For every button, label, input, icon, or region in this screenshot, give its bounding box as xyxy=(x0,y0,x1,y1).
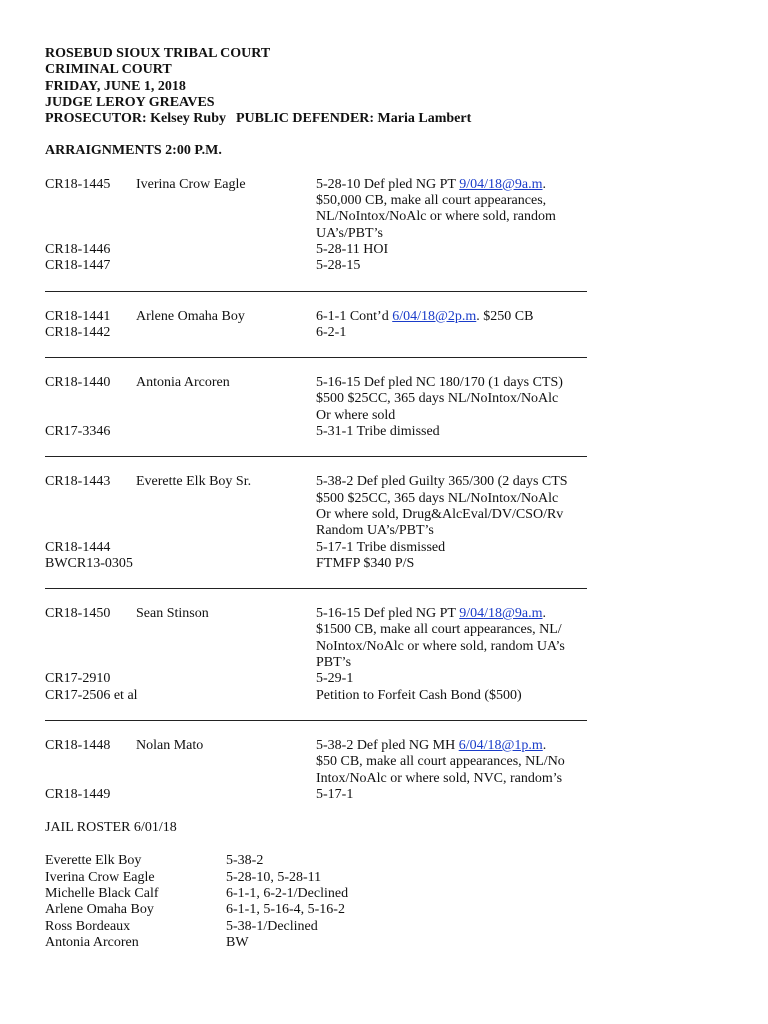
disposition-text: 5-16-15 Def pled NG PT xyxy=(316,606,460,622)
case-row xyxy=(45,606,590,622)
inmate-charges: BW xyxy=(226,934,249,950)
block-divider xyxy=(45,357,587,358)
case-disposition xyxy=(316,754,590,770)
disposition-text: 5-38-2 Def pled Guilty 365/300 (2 days CTS xyxy=(316,474,568,490)
disposition-text: 5-16-15 Def pled NC 180/170 (1 days CTS) xyxy=(316,375,563,391)
case-number xyxy=(45,226,136,242)
case-row xyxy=(45,754,590,770)
case-disposition xyxy=(316,408,590,424)
inmate-name: Ross Bordeaux xyxy=(45,918,131,934)
case-disposition xyxy=(316,242,590,258)
disposition-text: Or where sold xyxy=(316,407,396,423)
inmate-name: Michelle Black Calf xyxy=(45,885,159,901)
defendant-name xyxy=(136,193,316,209)
roster-row xyxy=(45,870,590,886)
case-disposition xyxy=(316,688,590,704)
case-row xyxy=(45,639,590,655)
disposition-text-tail: . xyxy=(542,737,547,753)
case-disposition xyxy=(316,771,590,787)
disposition-text: 6-2-1 xyxy=(316,324,347,340)
hearing-date-link[interactable]: 6/04/18@1p.m xyxy=(458,737,543,753)
block-divider xyxy=(45,291,587,292)
disposition-text-tail: . xyxy=(542,176,547,192)
case-number: CR18-1444 xyxy=(45,539,111,555)
roster-row xyxy=(45,886,590,902)
case-row xyxy=(45,622,590,638)
disposition-text: $500 $25CC, 365 days NL/NoIntox/NoAlc xyxy=(316,490,559,506)
docket-date: FRIDAY, JUNE 1, 2018 xyxy=(45,78,186,94)
inmate-charges: 5-28-10, 5-28-11 xyxy=(226,869,322,885)
disposition-text: $1500 CB, make all court appearances, NL/ xyxy=(316,622,562,638)
defendant-name xyxy=(136,622,316,638)
defendant-name xyxy=(136,507,316,523)
case-number xyxy=(45,193,136,209)
disposition-text: UA’s/PBT’s xyxy=(316,225,383,241)
case-number: CR18-1445 xyxy=(45,176,111,192)
case-disposition xyxy=(316,177,590,193)
public-defender: PUBLIC DEFENDER: Maria Lambert xyxy=(235,111,472,127)
case-disposition xyxy=(316,424,590,440)
defendant-name xyxy=(136,226,316,242)
disposition-text: 5-29-1 xyxy=(316,671,354,687)
inmate-name: Antonia Arcoren xyxy=(45,934,139,950)
disposition-text: 5-38-2 Def pled NG MH xyxy=(316,737,459,753)
case-row xyxy=(45,474,590,490)
inmate-charges: 5-38-2 xyxy=(226,853,264,869)
case-row xyxy=(45,738,590,754)
case-row xyxy=(45,325,590,341)
defendant-name xyxy=(136,639,316,655)
case-disposition xyxy=(316,738,590,754)
case-number: CR18-1440 xyxy=(45,375,111,391)
disposition-text: 6-1-1 Cont’d xyxy=(316,308,393,324)
defendant-name xyxy=(136,325,316,341)
case-block xyxy=(45,375,590,440)
case-row xyxy=(45,491,590,507)
defendant-name: Antonia Arcoren xyxy=(136,375,230,391)
case-disposition xyxy=(316,606,590,622)
case-row xyxy=(45,258,590,274)
block-divider xyxy=(45,588,587,589)
disposition-text: NoIntox/NoAlc or where sold, random UA’s xyxy=(316,638,565,654)
inmate-charges: 6-1-1, 5-16-4, 5-16-2 xyxy=(226,902,345,918)
defendant-name xyxy=(136,491,316,507)
case-disposition xyxy=(316,375,590,391)
judge-name: JUDGE LEROY GREAVES xyxy=(45,94,215,110)
case-row xyxy=(45,375,590,391)
case-number xyxy=(45,655,136,671)
defendant-name: Iverina Crow Eagle xyxy=(136,176,246,192)
prosecutor: PROSECUTOR: Kelsey Ruby xyxy=(45,111,226,127)
case-disposition xyxy=(316,523,590,539)
inmate-charges: 6-1-1, 6-2-1/Declined xyxy=(226,885,349,901)
case-number xyxy=(45,507,136,523)
defendant-name xyxy=(136,655,316,671)
defendant-name xyxy=(136,671,316,687)
case-block xyxy=(45,606,590,704)
case-number xyxy=(45,523,136,539)
defendant-name xyxy=(136,408,316,424)
disposition-text: 5-17-1 Tribe dismissed xyxy=(316,539,446,555)
case-disposition xyxy=(316,787,590,803)
case-row xyxy=(45,556,590,572)
case-row xyxy=(45,408,590,424)
jail-roster xyxy=(45,853,590,951)
block-divider xyxy=(45,720,587,721)
defendant-name xyxy=(136,754,316,770)
case-row xyxy=(45,540,590,556)
roster-row xyxy=(45,902,590,918)
disposition-text-tail: . xyxy=(542,606,547,622)
case-row xyxy=(45,655,590,671)
inmate-charges: 5-38-1/Declined xyxy=(226,918,318,934)
case-row xyxy=(45,391,590,407)
case-number xyxy=(45,771,136,787)
defendant-name xyxy=(136,391,316,407)
hearing-date-link[interactable]: 9/04/18@9a.m xyxy=(459,606,543,622)
disposition-text: $50,000 CB, make all court appearances, xyxy=(316,193,547,209)
case-row xyxy=(45,424,590,440)
arraignments-title: ARRAIGNMENTS 2:00 P.M. xyxy=(45,143,222,159)
case-row xyxy=(45,671,590,687)
case-row xyxy=(45,209,590,225)
case-number xyxy=(45,639,136,655)
disposition-text: Intox/NoAlc or where sold, NVC, random’s xyxy=(316,770,563,786)
court-division: CRIMINAL COURT xyxy=(45,62,172,78)
case-number: CR18-1449 xyxy=(45,786,111,802)
case-row xyxy=(45,771,590,787)
case-row xyxy=(45,787,590,803)
disposition-text: 5-17-1 xyxy=(316,786,354,802)
court-name: ROSEBUD SIOUX TRIBAL COURT xyxy=(45,46,271,61)
case-disposition xyxy=(316,507,590,523)
case-block xyxy=(45,309,590,342)
case-number xyxy=(45,754,136,770)
defendant-name xyxy=(136,771,316,787)
case-row xyxy=(45,193,590,209)
case-number xyxy=(45,408,136,424)
case-disposition xyxy=(316,474,590,490)
disposition-text: 5-28-15 xyxy=(316,258,361,274)
case-row xyxy=(45,242,590,258)
case-block xyxy=(45,474,590,572)
case-number: CR18-1441 xyxy=(45,308,111,324)
case-number: CR18-1446 xyxy=(45,241,111,257)
inmate-name: Everette Elk Boy xyxy=(45,853,142,869)
defendant-name xyxy=(136,242,316,258)
case-number: CR17-3346 xyxy=(45,424,111,440)
case-disposition xyxy=(316,391,590,407)
case-disposition xyxy=(316,491,590,507)
case-block xyxy=(45,738,590,803)
defendant-name xyxy=(136,556,316,572)
disposition-text: PBT’s xyxy=(316,655,352,671)
defendant-name: Arlene Omaha Boy xyxy=(136,308,245,324)
case-row xyxy=(45,226,590,242)
disposition-text: $50 CB, make all court appearances, NL/No xyxy=(316,754,565,770)
defendant-name xyxy=(136,209,316,225)
case-number xyxy=(45,622,136,638)
defendant-name: Sean Stinson xyxy=(136,606,209,622)
defendant-name xyxy=(136,258,316,274)
case-number: CR18-1442 xyxy=(45,324,111,340)
defendant-name xyxy=(136,688,316,704)
case-disposition xyxy=(316,226,590,242)
case-row xyxy=(45,177,590,193)
case-disposition xyxy=(316,309,590,325)
counsel-line xyxy=(45,111,590,127)
case-disposition xyxy=(316,639,590,655)
docket-page xyxy=(45,46,590,951)
case-row xyxy=(45,507,590,523)
defendant-name xyxy=(136,424,316,440)
case-number: CR18-1443 xyxy=(45,474,111,490)
inmate-name: Arlene Omaha Boy xyxy=(45,902,154,918)
arraignment-list xyxy=(45,177,590,803)
inmate-name: Iverina Crow Eagle xyxy=(45,869,155,885)
document-header xyxy=(45,46,590,127)
disposition-text: FTMFP $340 P/S xyxy=(316,555,415,571)
case-disposition xyxy=(316,258,590,274)
case-disposition xyxy=(316,193,590,209)
jail-roster-title: JAIL ROSTER 6/01/18 xyxy=(45,820,177,836)
case-number: CR18-1450 xyxy=(45,606,111,622)
roster-row xyxy=(45,935,590,951)
case-row xyxy=(45,688,590,704)
hearing-date-link[interactable]: 6/04/18@2p.m xyxy=(392,308,477,324)
disposition-text: $500 $25CC, 365 days NL/NoIntox/NoAlc xyxy=(316,391,559,407)
defendant-name: Nolan Mato xyxy=(136,737,204,753)
defendant-name xyxy=(136,523,316,539)
case-disposition xyxy=(316,622,590,638)
case-disposition xyxy=(316,209,590,225)
case-number: CR18-1447 xyxy=(45,258,111,274)
hearing-date-link[interactable]: 9/04/18@9a.m xyxy=(459,176,543,192)
case-disposition xyxy=(316,540,590,556)
case-disposition xyxy=(316,655,590,671)
defendant-name xyxy=(136,787,316,803)
case-number xyxy=(45,491,136,507)
disposition-text: 5-31-1 Tribe dimissed xyxy=(316,424,440,440)
disposition-text: 5-28-10 Def pled NG PT xyxy=(316,176,460,192)
case-number xyxy=(45,209,136,225)
case-number: CR18-1448 xyxy=(45,737,111,753)
disposition-text: Or where sold, Drug&AlcEval/DV/CSO/Rv xyxy=(316,506,564,522)
case-row xyxy=(45,523,590,539)
roster-row xyxy=(45,853,590,869)
case-block xyxy=(45,177,590,275)
defendant-name xyxy=(136,540,316,556)
roster-row xyxy=(45,919,590,935)
case-number: BWCR13-0305 xyxy=(45,555,133,571)
disposition-text: Petition to Forfeit Cash Bond ($500) xyxy=(316,687,522,703)
case-number: CR17-2910 xyxy=(45,671,111,687)
case-number: CR17-2506 et al xyxy=(45,687,138,703)
case-number xyxy=(45,391,136,407)
disposition-text: 5-28-11 HOI xyxy=(316,241,389,257)
case-disposition xyxy=(316,671,590,687)
case-row xyxy=(45,309,590,325)
defendant-name: Everette Elk Boy Sr. xyxy=(136,474,252,490)
case-disposition xyxy=(316,556,590,572)
disposition-text: NL/NoIntox/NoAlc or where sold, random xyxy=(316,209,556,225)
case-disposition xyxy=(316,325,590,341)
block-divider xyxy=(45,456,587,457)
disposition-text-tail: . $250 CB xyxy=(476,308,534,324)
disposition-text: Random UA’s/PBT’s xyxy=(316,523,434,539)
